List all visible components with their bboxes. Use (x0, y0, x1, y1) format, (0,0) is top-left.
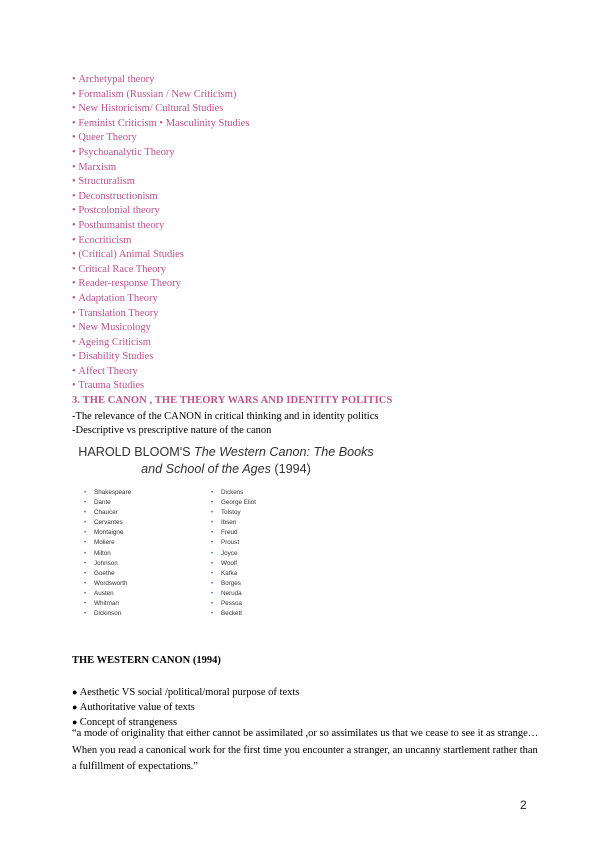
list-item: ● Concept of strangeness (72, 715, 299, 730)
list-item (84, 528, 131, 538)
author-name: Freud (221, 529, 238, 537)
list-item: • Deconstructionism (72, 190, 249, 205)
bullet-icon: • (84, 529, 87, 537)
list-item (211, 528, 256, 538)
list-item: • Ageing Criticism (72, 336, 249, 351)
author-name: Dante (94, 499, 111, 507)
list-item: • Posthumanist theory (72, 219, 249, 234)
list-item: • Adaptation Theory (72, 292, 249, 307)
list-item: • New Historicism/ Cultural Studies (72, 102, 249, 117)
list-item (84, 538, 131, 548)
list-item: • Reader-response Theory (72, 277, 249, 292)
bullet-icon: • (84, 489, 87, 496)
author-name: Tolstoy (221, 509, 241, 517)
list-item: • Marxism (72, 161, 249, 176)
author-name: Moliere (94, 539, 115, 547)
figure-title-prefix: HAROLD BLOOM'S (78, 445, 195, 459)
bloom-quote: “a mode of originality that either cannot be assimilated ,or so assimilates us that we cease to see it as strange… When you read a canonical work for the first time you encounter a stranger, an uncanny startlement rather than a fulfillment of expectations.” (72, 728, 539, 773)
bullet-icon: • (211, 499, 214, 507)
bullet-icon: • (211, 489, 214, 496)
bullet-icon: • (84, 509, 87, 517)
list-item (211, 538, 256, 548)
list-item (84, 518, 131, 528)
author-name: Beckett (221, 610, 242, 618)
list-item (211, 579, 256, 589)
author-name: Neruda (221, 589, 242, 597)
list-item: • Critical Race Theory (72, 263, 249, 278)
list-item (211, 589, 256, 599)
bullet-icon: • (211, 529, 214, 537)
list-item: • Archetypal theory (72, 73, 249, 88)
canon-figure (76, 438, 376, 624)
list-item: • Disability Studies (72, 350, 249, 365)
author-name: Shakespeare (94, 489, 132, 496)
bullet-icon: • (84, 579, 87, 587)
bullet-icon: • (84, 610, 87, 618)
list-item: • Affect Theory (72, 365, 249, 380)
list-item: • (Critical) Animal Studies (72, 248, 249, 263)
list-item: ● Aesthetic VS social /political/moral purpose of texts (72, 685, 299, 700)
author-name: Milton (94, 549, 111, 557)
list-item (211, 488, 256, 498)
author-list-left (84, 488, 131, 619)
bullet-icon: • (84, 559, 87, 567)
list-item (211, 498, 256, 508)
bullet-icon: • (84, 549, 87, 557)
list-item (84, 579, 131, 589)
list-item: • Structuralism (72, 175, 249, 190)
list-item (211, 609, 256, 619)
author-name: Whitman (94, 600, 119, 608)
bullet-icon: • (211, 610, 214, 618)
list-item (211, 599, 256, 609)
author-name: Dickens (221, 489, 244, 496)
figure-title-suffix: (1994) (270, 462, 311, 476)
page-number: 2 (520, 798, 527, 812)
list-item (84, 559, 131, 569)
list-item (84, 569, 131, 579)
bullet-icon: • (84, 539, 87, 547)
author-name: Austen (94, 589, 114, 597)
list-item (211, 559, 256, 569)
author-name: Montaigne (94, 529, 124, 537)
list-item (84, 599, 131, 609)
author-list-right (211, 488, 256, 619)
theory-list (72, 73, 249, 394)
bullet-icon: • (211, 519, 214, 527)
author-name: George Eliot (221, 499, 257, 507)
section-line-canon-relevance: -The relevance of the CANON in critical thinking and in identity politics (72, 411, 379, 422)
bullet-icon: • (84, 519, 87, 527)
author-name: Wordsworth (94, 579, 128, 587)
bullet-icon: • (211, 549, 214, 557)
list-item (84, 508, 131, 518)
author-name: Woolf (221, 559, 237, 567)
list-item: • Formalism (Russian / New Criticism) (72, 88, 249, 103)
western-canon-heading: THE WESTERN CANON (1994) (72, 655, 221, 666)
bullet-icon: • (84, 499, 87, 507)
list-item (211, 508, 256, 518)
bullet-icon: • (84, 600, 87, 608)
author-name: Ibsen (221, 519, 237, 527)
section-heading: 3. THE CANON , THE THEORY WARS AND IDENTITY POLITICS (72, 395, 393, 406)
list-item: • Psychoanalytic Theory (72, 146, 249, 161)
list-item: ● Authoritative value of texts (72, 700, 299, 715)
list-item (84, 549, 131, 559)
figure-title (76, 438, 376, 478)
list-item: • Feminist Criticism • Masculinity Studies (72, 117, 249, 132)
western-canon-points (72, 685, 299, 730)
list-item: • Trauma Studies (72, 379, 249, 394)
list-item (84, 498, 131, 508)
section-line-canon-nature: -Descriptive vs prescriptive nature of the canon (72, 425, 272, 436)
author-name: Dickinson (94, 610, 122, 618)
list-item (211, 569, 256, 579)
bullet-icon: • (211, 559, 214, 567)
bullet-icon: • (211, 569, 214, 577)
list-item (211, 518, 256, 528)
author-name: Goethe (94, 569, 115, 577)
list-item (84, 589, 131, 599)
bullet-icon: • (211, 589, 214, 597)
list-item: • Postcolonial theory (72, 204, 249, 219)
bullet-icon: • (211, 600, 214, 608)
bullet-icon: • (211, 579, 214, 587)
bullet-icon: • (211, 509, 214, 517)
author-name: Borges (221, 579, 241, 587)
list-item: • Translation Theory (72, 307, 249, 322)
author-name: Pessoa (221, 600, 243, 608)
list-item: • Ecocriticism (72, 234, 249, 249)
list-item (211, 549, 256, 559)
list-item (84, 609, 131, 619)
figure-title-italic: The Western Canon: The Books and School of the Ages (141, 445, 374, 476)
bullet-icon: • (211, 539, 214, 547)
author-name: Proust (221, 539, 240, 547)
author-name: Cervantes (94, 519, 123, 527)
author-name: Kafka (221, 569, 238, 577)
bullet-icon: • (84, 589, 87, 597)
author-name: Johnson (94, 559, 118, 567)
author-name: Chaucer (94, 509, 118, 517)
list-item: • Queer Theory (72, 131, 249, 146)
list-item (84, 488, 131, 498)
bullet-icon: • (84, 569, 87, 577)
list-item: • New Musicology (72, 321, 249, 336)
author-name: Joyce (221, 549, 238, 557)
